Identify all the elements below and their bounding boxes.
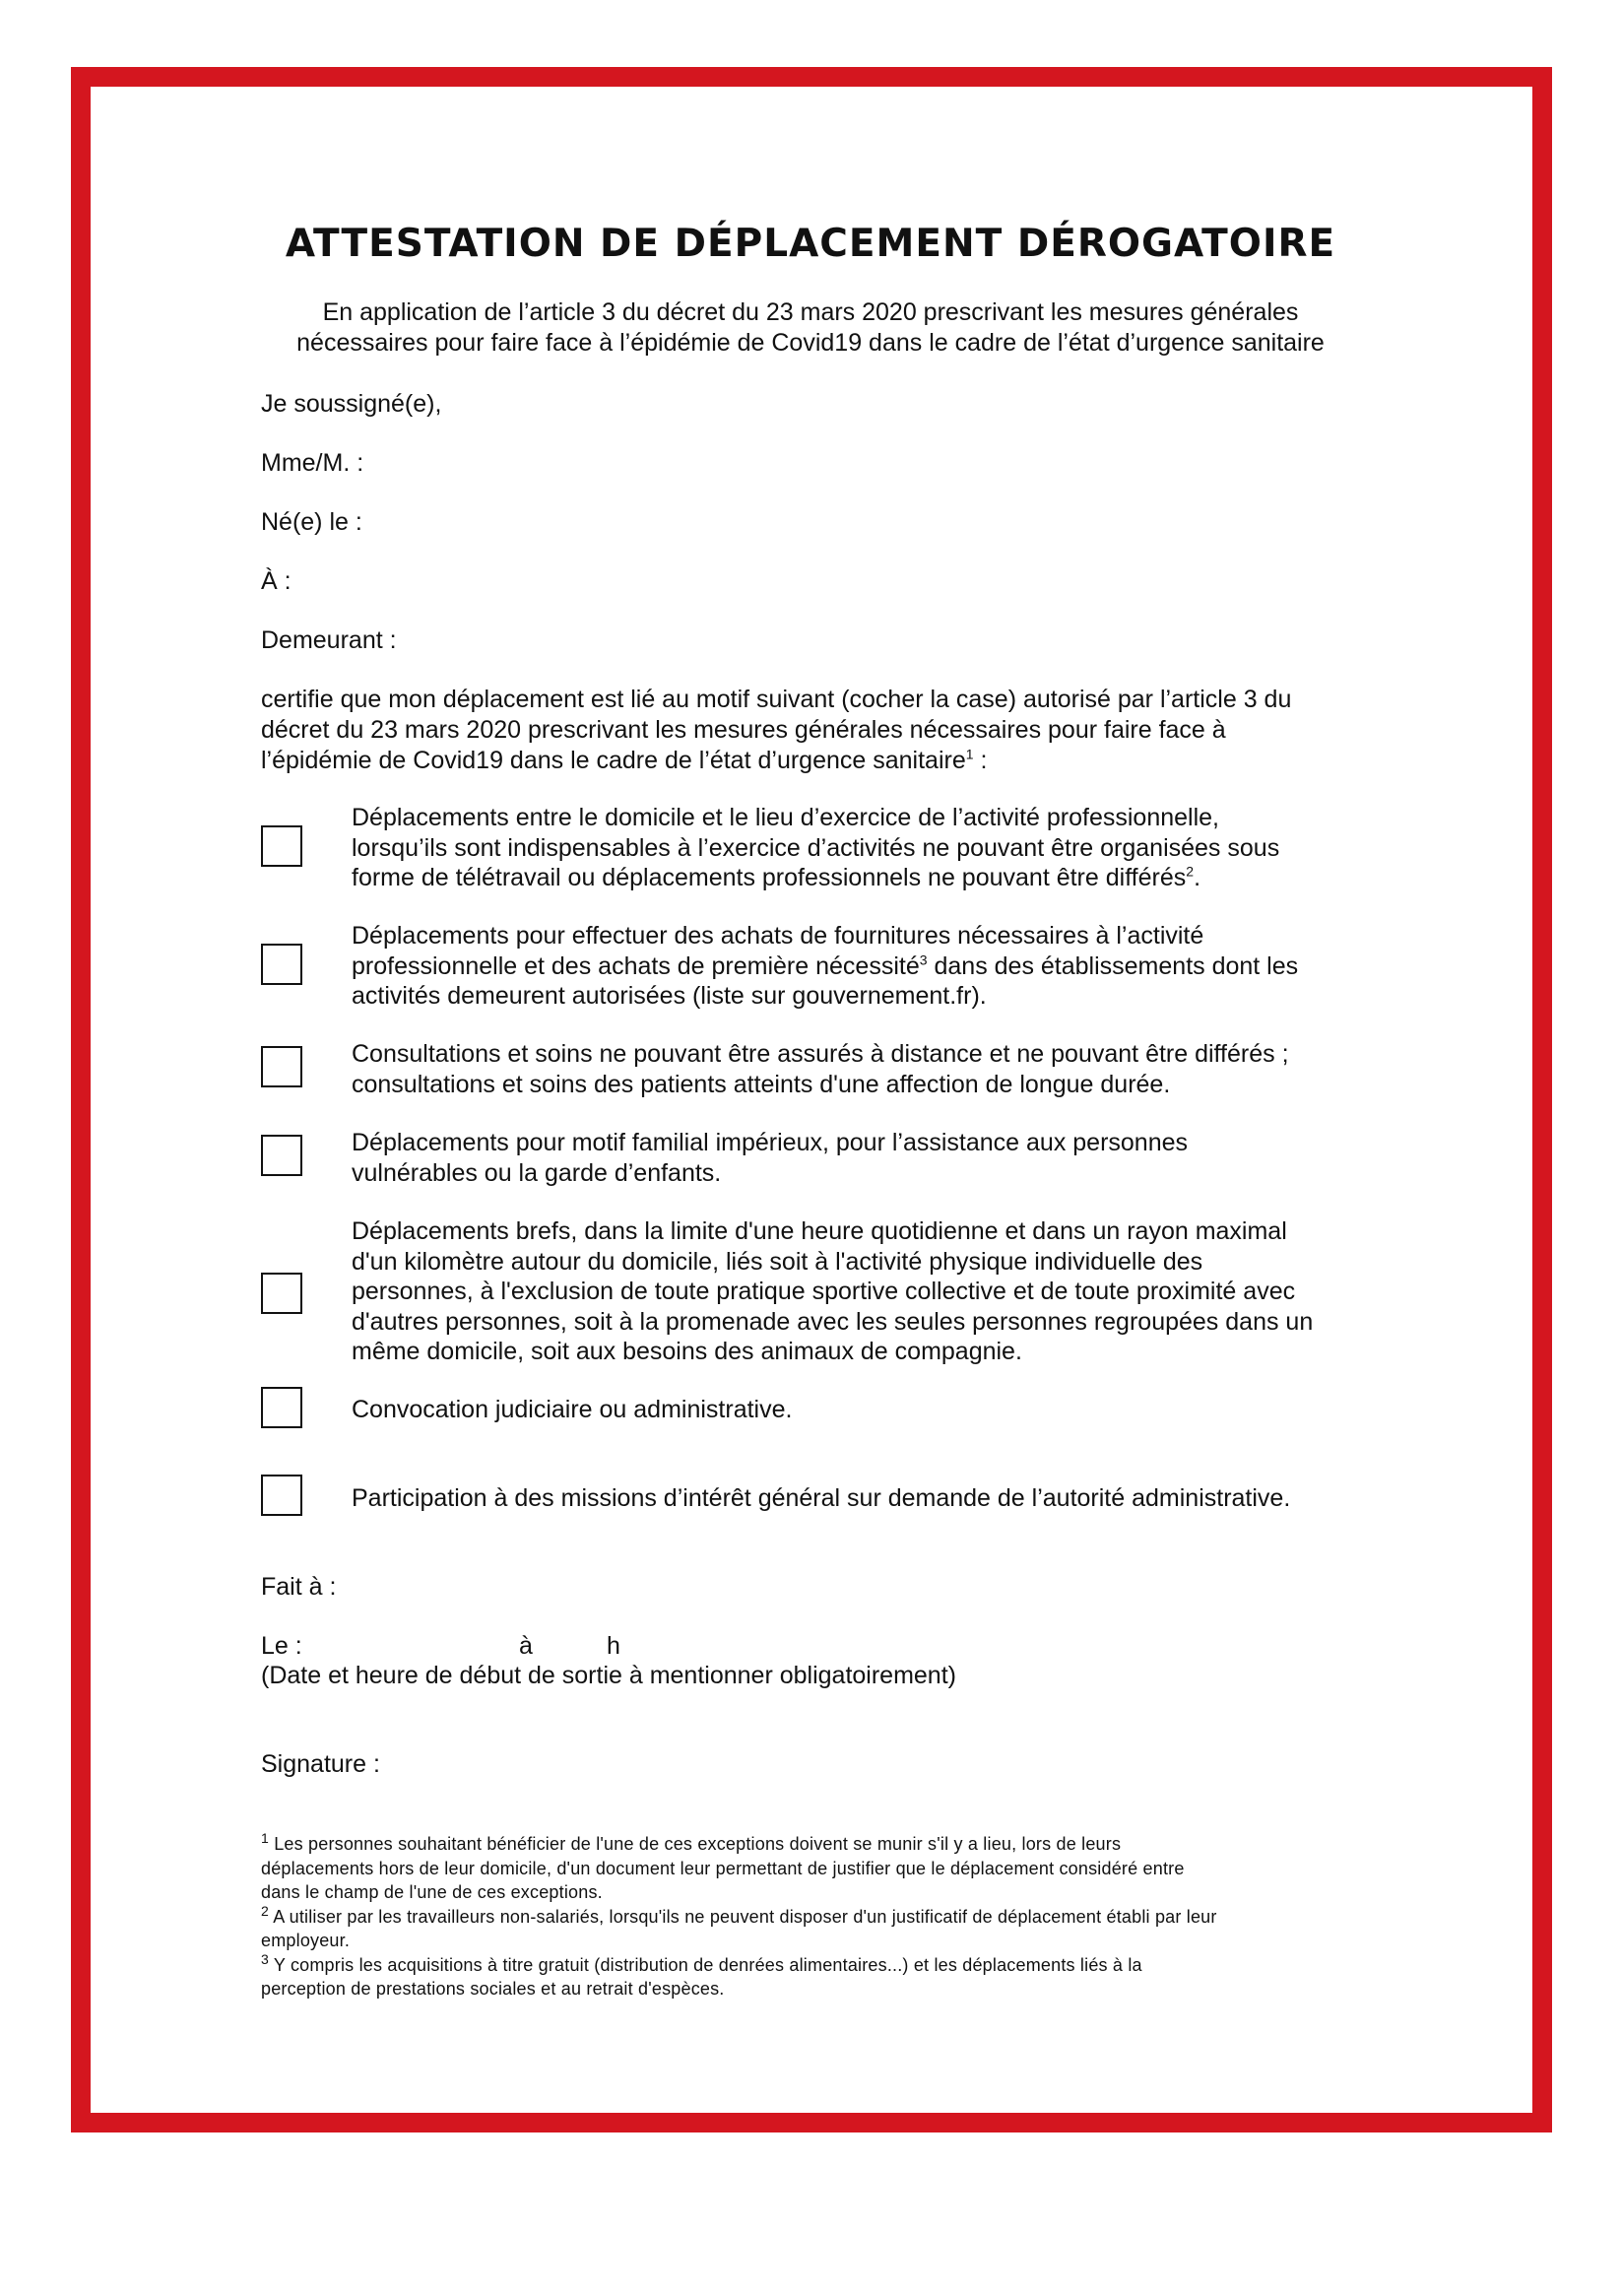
option-line xyxy=(352,951,1376,982)
option-line: Déplacements brefs, dans la limite d'une heure quotidienne et dans un rayon maximal xyxy=(352,1217,1287,1245)
option-line: même domicile, soit aux besoins des animaux de compagnie. xyxy=(352,1338,1022,1365)
certify-paragraph xyxy=(261,685,1374,776)
option-line: Convocation judiciaire ou administrative. xyxy=(352,1396,793,1423)
date-field-label[interactable]: Le : xyxy=(261,1632,302,1660)
option-line: Déplacements pour effectuer des achats de fournitures nécessaires à l’activité xyxy=(352,922,1204,950)
option-line: activités demeurent autorisées (liste sur gouvernement.fr). xyxy=(352,982,987,1010)
footnote-ref: 1 xyxy=(965,746,974,762)
signature-field-label[interactable]: Signature : xyxy=(261,1750,380,1778)
checkbox-work-travel[interactable] xyxy=(261,825,302,867)
certify-line: décret du 23 mars 2020 prescrivant les mesures générales nécessaires pour faire face à xyxy=(261,716,1226,744)
footnote-1-line xyxy=(261,1832,1364,1857)
footnote-ref: 3 xyxy=(919,951,928,968)
footnote-mark: 3 xyxy=(261,1950,269,1967)
checkbox-public-interest[interactable] xyxy=(261,1475,302,1516)
checkbox-essential-purchases[interactable] xyxy=(261,944,302,985)
option-summons xyxy=(352,1395,1376,1425)
option-brief-outing xyxy=(352,1216,1376,1367)
birthdate-field-label[interactable]: Né(e) le : xyxy=(261,508,362,536)
checkbox-medical-care[interactable] xyxy=(261,1046,302,1087)
footnote-3-line: perception de prestations sociales et au retrait d'espèces. xyxy=(261,1979,725,1999)
option-line: lorsqu’ils sont indispensables à l’exercice d’activités ne pouvant être organisées sous xyxy=(352,833,1280,862)
footnote-1-line: déplacements hors de leur domicile, d'un document leur permettant de justifier que le déplacement considéré entre xyxy=(261,1858,1185,1878)
certify-suffix: : xyxy=(973,747,988,774)
option-line: Participation à des missions d’intérêt général sur demande de l’autorité administrative. xyxy=(352,1484,1291,1512)
certify-line-text: l’épidémie de Covid19 dans le cadre de l’état d’urgence sanitaire xyxy=(261,747,966,774)
footnote-mark: 1 xyxy=(261,1830,269,1846)
red-border-frame xyxy=(71,67,1552,2132)
certify-line xyxy=(261,746,1374,776)
footnote-text: A utiliser par les travailleurs non-salariés, lorsqu'ils ne peuvent disposer d'un justificatif de déplacement établi par leur xyxy=(269,1906,1217,1927)
checkbox-family-reason[interactable] xyxy=(261,1135,302,1176)
date-time-note: (Date et heure de début de sortie à mentionner obligatoirement) xyxy=(261,1662,956,1689)
footnote-ref: 2 xyxy=(1186,863,1195,880)
option-medical-care xyxy=(352,1039,1376,1099)
checkbox-brief-outing[interactable] xyxy=(261,1273,302,1314)
intro-paragraph xyxy=(236,297,1385,359)
undersigned-label: Je soussigné(e), xyxy=(261,390,442,418)
footnote-2-line xyxy=(261,1902,1364,1930)
option-public-interest xyxy=(352,1483,1376,1514)
option-line: d'un kilomètre autour du domicile, liés soit à l'activité physique individuelle des xyxy=(352,1247,1203,1276)
footnote-3-line xyxy=(261,1950,1364,1978)
option-line-end: . xyxy=(1194,864,1201,891)
option-line: Déplacements pour motif familial impérieux, pour l’assistance aux personnes xyxy=(352,1129,1189,1156)
option-line xyxy=(352,863,1376,893)
option-line: consultations et soins des patients atteints d'une affection de longue durée. xyxy=(352,1070,1171,1098)
footnote-text: Y compris les acquisitions à titre gratuit (distribution de denrées alimentaires...) et les déplacements liés à la xyxy=(269,1954,1142,1975)
footnote-mark: 2 xyxy=(261,1902,269,1919)
name-field-label[interactable]: Mme/M. : xyxy=(261,449,364,477)
option-essential-purchases xyxy=(352,921,1376,1012)
birthplace-field-label[interactable]: À : xyxy=(261,567,292,595)
option-line: Consultations et soins ne pouvant être assurés à distance et ne pouvant être différés ; xyxy=(352,1040,1289,1068)
time-separator-h: h xyxy=(607,1632,620,1660)
checkbox-summons[interactable] xyxy=(261,1387,302,1428)
certify-line: certifie que mon déplacement est lié au motif suivant (cocher la case) autorisé par l’article 3 du xyxy=(261,686,1292,713)
option-line: vulnérables ou la garde d’enfants. xyxy=(352,1158,722,1187)
footnotes xyxy=(261,1832,1364,2001)
option-family-reason xyxy=(352,1128,1376,1188)
document-title: ATTESTATION DE DÉPLACEMENT DÉROGATOIRE xyxy=(285,222,1336,266)
intro-line: nécessaires pour faire face à l’épidémie de Covid19 dans le cadre de l’état d’urgence sanitaire xyxy=(296,329,1325,357)
footnote-text: Les personnes souhaitant bénéficier de l'une de ces exceptions doivent se munir s'il y a lieu, lors de leurs xyxy=(269,1834,1122,1854)
option-line-text: dans des établissements dont les xyxy=(927,951,1299,980)
address-field-label[interactable]: Demeurant : xyxy=(261,626,397,654)
footnote-2-line: employeur. xyxy=(261,1931,351,1950)
option-line: personnes, à l'exclusion de toute pratique sportive collective et de toute proximité avec xyxy=(352,1278,1296,1305)
option-work-travel xyxy=(352,803,1376,893)
option-line-text: professionnelle et des achats de première nécessité xyxy=(352,951,920,980)
time-separator-a: à xyxy=(519,1632,533,1660)
footnote-1-line: dans le champ de l'une de ces exceptions. xyxy=(261,1882,603,1902)
option-line: d'autres personnes, soit à la promenade avec les seules personnes regroupées dans un xyxy=(352,1307,1314,1336)
option-line: Déplacements entre le domicile et le lieu d’exercice de l’activité professionnelle, xyxy=(352,804,1220,831)
option-line-text: forme de télétravail ou déplacements professionnels ne pouvant être différés xyxy=(352,864,1187,891)
intro-line: En application de l’article 3 du décret du 23 mars 2020 prescrivant les mesures générales xyxy=(322,298,1299,326)
place-field-label[interactable]: Fait à : xyxy=(261,1573,337,1601)
